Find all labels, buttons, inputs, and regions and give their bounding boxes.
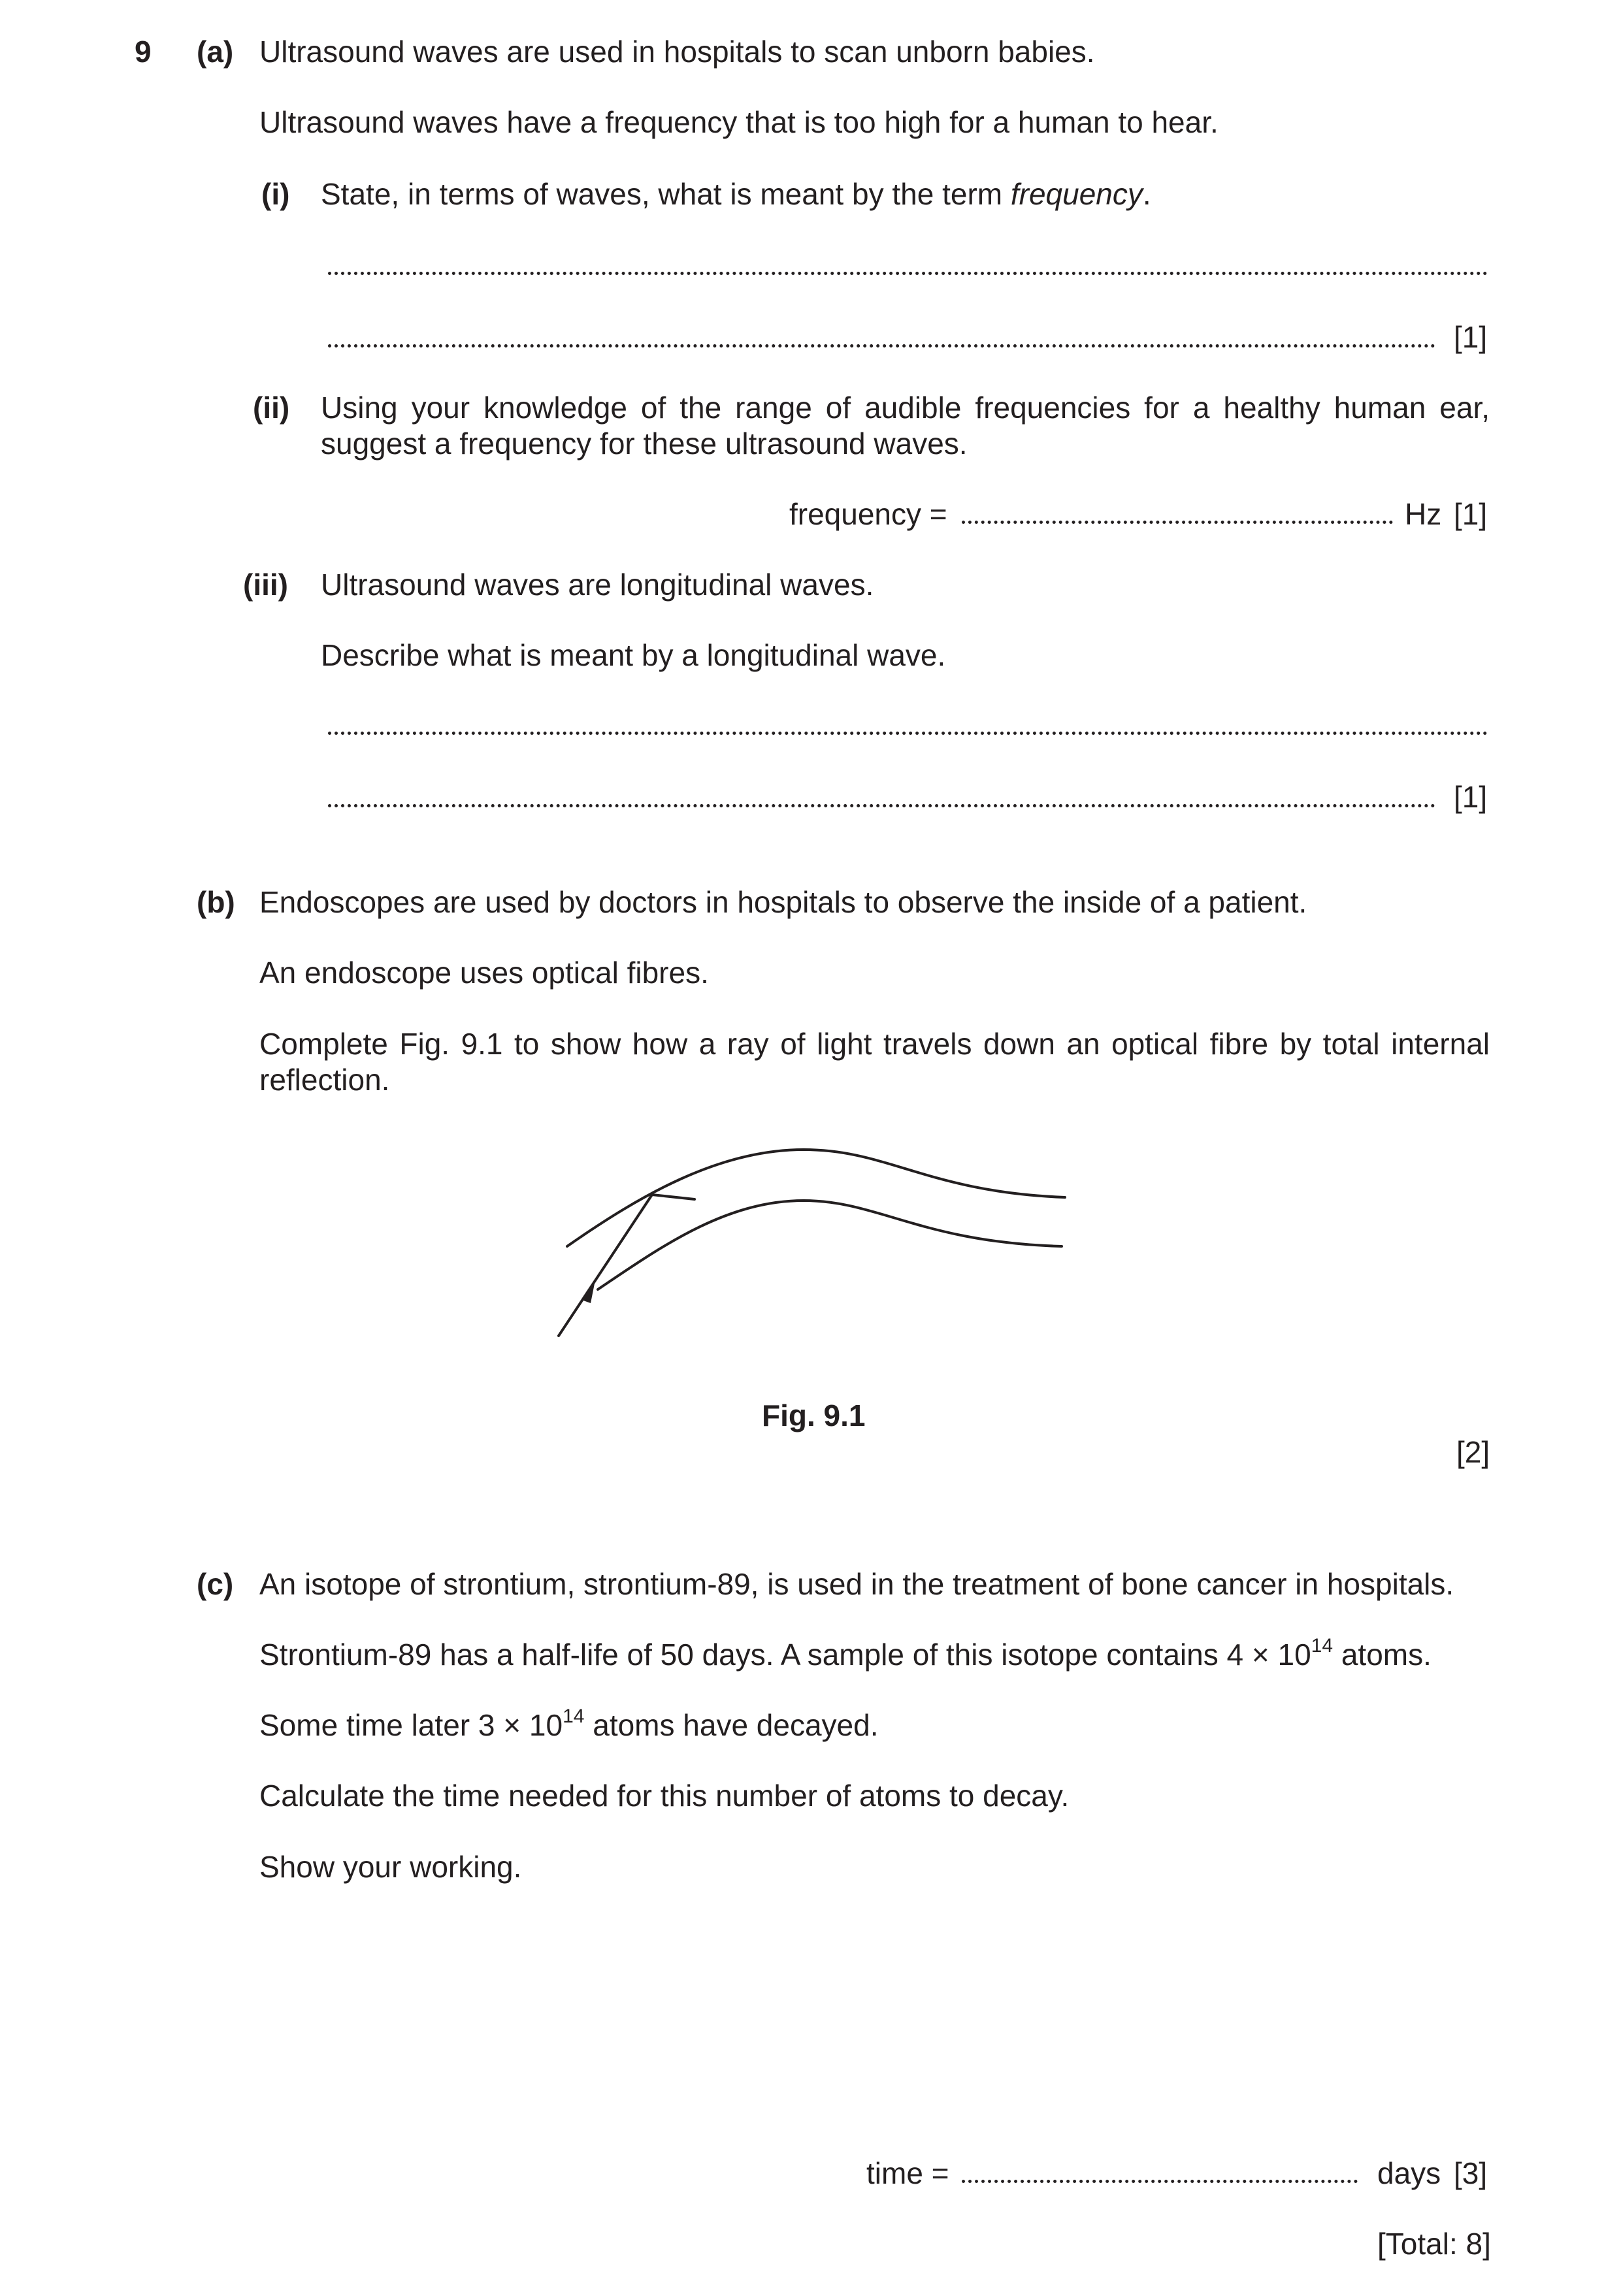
part-a-iii-text-2: Describe what is meant by a longitudinal wave. [321,638,946,672]
time-unit: days [1377,2156,1441,2190]
part-a-i-term: frequency [1010,177,1143,211]
part-c-text-2-end: atoms. [1333,1638,1432,1672]
frequency-label: frequency = [789,497,947,531]
ray-arrowhead [581,1280,595,1303]
working-space[interactable] [259,1894,1490,2142]
figure-caption: Fig. 9.1 [762,1399,866,1432]
normal-line [652,1195,695,1199]
part-c-text-3-exponent: 14 [563,1705,585,1727]
part-a-i-label: (i) [261,177,290,211]
part-c-label: (c) [197,1567,234,1601]
part-b-text-3-content: Complete Fig. 9.1 to show how a ray of light travels down an optical fibre by total internal reflection. [259,1027,1490,1097]
part-a-i-text: State, in terms of waves, what is meant by the term [321,177,1011,211]
part-a-iii-label: (iii) [243,568,288,602]
part-c-text-4: Calculate the time needed for this number of atoms to decay. [259,1779,1070,1813]
time-answer-line[interactable] [962,2180,1358,2183]
marks-b: [2] [1456,1435,1490,1469]
part-b-label: (b) [197,885,235,919]
time-label: time = [866,2156,949,2190]
part-a-label: (a) [197,35,234,69]
part-c-text-5: Show your working. [259,1850,522,1884]
part-b-text-2: An endoscope uses optical fibres. [259,956,709,990]
part-c-text-2-main: Strontium-89 has a half-life of 50 days. A sample of this isotope contains 4 × 10 [259,1638,1311,1672]
part-b-text-1: Endoscopes are used by doctors in hospitals to observe the inside of a patient. [259,885,1307,919]
part-c-text-2-exponent: 14 [1311,1634,1334,1657]
frequency-unit: Hz [1405,497,1442,531]
part-a-i-text-end: . [1142,177,1151,211]
fibre-outer-edge [567,1150,1065,1246]
part-c-text-3 [259,1707,879,1743]
incident-ray [559,1195,652,1336]
part-c-text-3-main: Some time later 3 × 10 [259,1708,563,1742]
marks-a-iii: [1] [1454,780,1488,814]
question-number: 9 [135,35,152,69]
marks-a-ii: [1] [1454,497,1488,531]
part-a-ii-label: (ii) [253,391,290,425]
part-c-text-2 [259,1634,1432,1673]
part-c-text-3-end: atoms have decayed. [584,1708,879,1742]
marks-c: [3] [1454,2156,1488,2190]
part-a-iii-text-1: Ultrasound waves are longitudinal waves. [321,568,874,602]
part-c-text-1: An isotope of strontium, strontium-89, is used in the treatment of bone cancer in hospitals. [259,1567,1454,1601]
part-a-intro-1: Ultrasound waves are used in hospitals to scan unborn babies. [259,35,1095,69]
marks-a-i: [1] [1454,320,1488,354]
fibre-inner-edge [598,1201,1062,1289]
total-marks: [Total: 8] [1377,2227,1491,2261]
part-a-intro-2: Ultrasound waves have a frequency that is too high for a human to hear. [259,105,1219,139]
part-a-ii-text-content: Using your knowledge of the range of audible frequencies for a healthy human ear, suggest a frequency for these ultrasound waves. [321,391,1490,461]
